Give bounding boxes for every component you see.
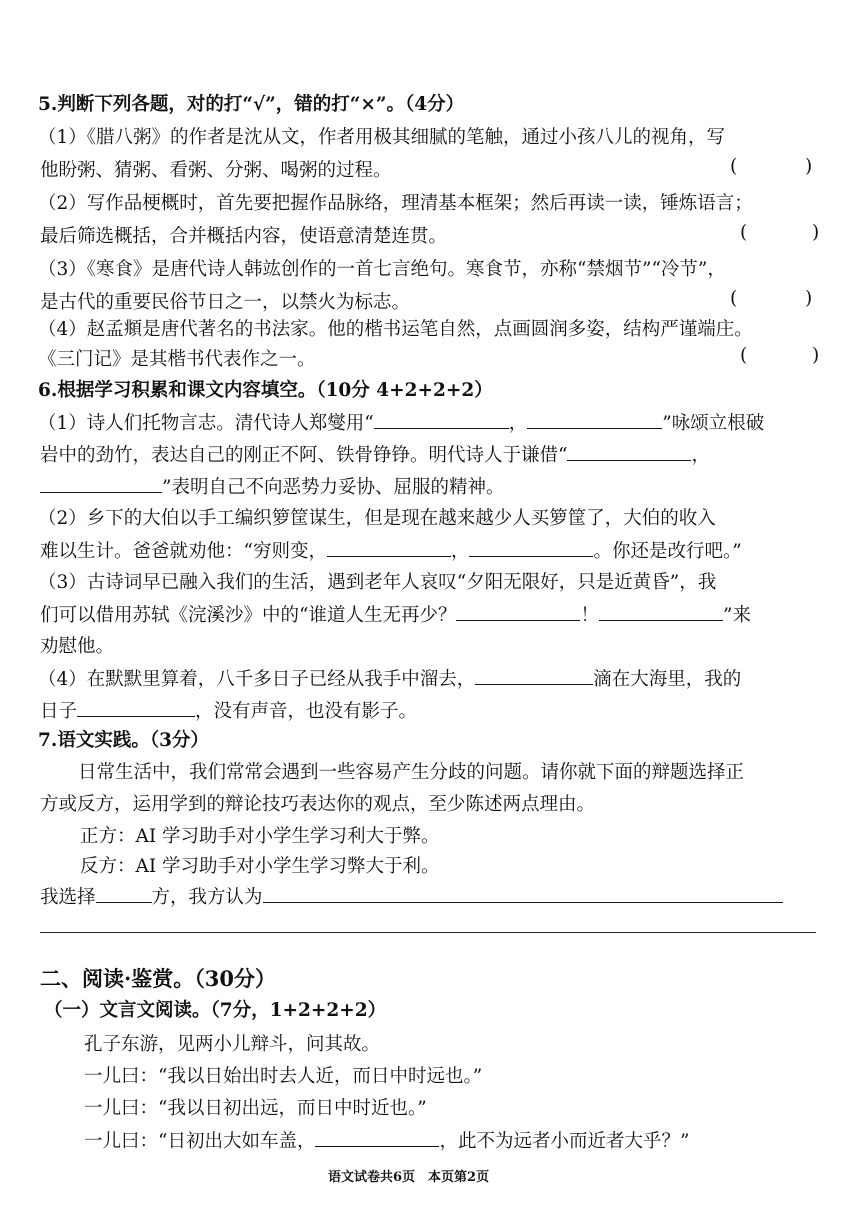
q7-choice-line (40, 884, 783, 911)
q6-text: 们可以借用苏轼《浣溪沙》中的“谁道人生无再少？ (40, 605, 457, 626)
q6-item-4-line-1 (38, 666, 741, 693)
q7-text: 我选择 (40, 887, 96, 908)
q6-text: ， (450, 541, 470, 562)
q6-text: ”咏颂立根破 (662, 413, 765, 434)
q5-item-1-line-2: 他盼粥、猜粥、看粥、分粥、喝粥的过程。 (40, 160, 392, 181)
classical-text: 一儿曰：“日初出大如车盖， (84, 1131, 316, 1152)
section-2-subsection-1-title: （一）文言文阅读。（7分，1+2+2+2） (44, 1000, 387, 1021)
q7-prompt-line-2: 方或反方，运用学到的辩论技巧表达你的观点，至少陈述两点理由。 (40, 794, 596, 815)
q6-text: 滴在大海里，我的 (593, 669, 742, 690)
classical-text-line-2: 一儿曰：“我以日始出时去人近，而日中时远也。” (84, 1066, 483, 1087)
q5-item-2-line-2: 最后筛选概括，合并概括内容，使语意清楚连贯。 (40, 226, 448, 247)
q6-text: ， (691, 445, 710, 466)
page-footer: 语文试卷共6页 本页第2页 (328, 1170, 490, 1185)
section-2-title: 二、阅读·鉴赏。（30分） (40, 966, 277, 991)
q5-answer-1-open[interactable]: ( (730, 156, 738, 177)
q6-text: 日子 (40, 701, 78, 722)
q7-prompt-line-1: 日常生活中，我们常常会遇到一些容易产生分歧的问题。请你就下面的辩题选择正 (78, 762, 745, 783)
q6-item-3-line-3: 劝慰他。 (40, 636, 115, 657)
q6-text: 岩中的劲竹，表达自己的刚正不阿、铁骨铮铮。明代诗人于谦借“ (40, 445, 568, 466)
classical-text-line-4 (84, 1128, 689, 1155)
q6-blank-5[interactable] (327, 538, 451, 557)
classical-text-line-3: 一儿曰：“我以日初出远，而日中时近也。” (84, 1098, 427, 1119)
q5-answer-1-close: ) (805, 156, 813, 177)
q6-text: 。你还是改行吧。” (593, 541, 742, 562)
q6-text: （1）诗人们托物言志。清代诗人郑燮用“ (38, 413, 374, 434)
q5-item-4-line-2: 《三门记》是其楷书代表作之一。 (38, 349, 316, 370)
q5-answer-4-open[interactable]: ( (740, 345, 748, 366)
q6-item-1-line-1 (38, 410, 764, 437)
q5-answer-3-open[interactable]: ( (730, 288, 738, 309)
q6-text: ， (508, 413, 528, 434)
q5-answer-4-close: ) (812, 345, 820, 366)
q6-blank-1[interactable] (374, 410, 509, 429)
classical-text: ，此不为远者小而近者大乎？” (439, 1131, 690, 1152)
classical-text-blank[interactable] (315, 1128, 439, 1147)
q6-text: 难以生计。爸爸就劝他：“穷则变， (40, 541, 327, 562)
q5-answer-2-open[interactable]: ( (740, 222, 748, 243)
q6-text: ”表明自己不向恶势力妥协、屈服的精神。 (162, 477, 505, 498)
q7-text: 方，我方认为 (151, 887, 263, 908)
q6-item-2-line-1: （2）乡下的大伯以手工编织箩筐谋生，但是现在越来越少人买箩筐了，大伯的收入 (38, 508, 716, 529)
q6-blank-4[interactable] (40, 474, 162, 493)
classical-text-line-1: 孔子东游，见两小儿辩斗，问其故。 (84, 1034, 381, 1055)
q6-blank-2[interactable] (527, 410, 662, 429)
q5-item-3-line-2: 是古代的重要民俗节日之一，以禁火为标志。 (40, 292, 411, 313)
q6-blank-9[interactable] (475, 666, 593, 685)
q6-blank-3[interactable] (567, 442, 691, 461)
q5-item-3-line-1: （3）《寒食》是唐代诗人韩竑创作的一首七言绝句。寒食节，亦称“禁烟节”“冷节”， (38, 259, 726, 280)
q7-answer-line[interactable] (40, 932, 816, 933)
q5-item-4-line-1: （4）赵孟頫是唐代著名的书法家。他的楷书运笔自然，点画圆润多姿，结构严谨端庄。 (38, 319, 753, 340)
q7-side-blank[interactable] (96, 884, 152, 903)
q5-answer-3-close: ) (805, 288, 813, 309)
q6-text: ！ (580, 605, 599, 626)
q6-item-4-line-2 (40, 698, 417, 725)
q6-item-1-line-3 (40, 474, 504, 501)
q6-item-3-line-1: （3）古诗词早已融入我们的生活，遇到老年人哀叹“夕阳无限好，只是近黄昏”，我 (38, 572, 717, 593)
q5-item-1-line-1: （1）《腊八粥》的作者是沈从文，作者用极其细腻的笔触，通过小孩八儿的视角，写 (38, 127, 726, 148)
q5-item-2-line-1: （2）写作品梗概时，首先要把握作品脉络，理清基本框架；然后再读一读，锤炼语言； (38, 193, 753, 214)
q5-answer-2-close: ) (812, 222, 820, 243)
q7-pro-side: 正方：AI 学习助手对小学生学习利大于弊。 (80, 826, 440, 847)
q7-con-side: 反方：AI 学习助手对小学生学习弊大于利。 (80, 856, 440, 877)
q6-title: 6.根据学习积累和课文内容填空。（10分 4+2+2+2） (38, 380, 493, 401)
q6-blank-6[interactable] (469, 538, 593, 557)
q6-text: （4）在默默里算着，八千多日子已经从我手中溜去， (38, 669, 476, 690)
q6-blank-10[interactable] (77, 698, 195, 717)
q6-blank-8[interactable] (599, 602, 723, 621)
q6-blank-7[interactable] (456, 602, 580, 621)
q6-text: ，没有声音，也没有影子。 (195, 701, 418, 722)
q7-title: 7.语文实践。（3分） (38, 730, 209, 751)
q6-item-1-line-2 (40, 442, 710, 469)
q6-text: ”来 (722, 605, 751, 626)
q7-reason-blank[interactable] (263, 884, 783, 903)
q5-title: 5.判断下列各题，对的打“√”，错的打“×”。（4分） (38, 94, 465, 115)
q6-item-2-line-2 (40, 538, 742, 565)
q6-item-3-line-2 (40, 602, 751, 629)
